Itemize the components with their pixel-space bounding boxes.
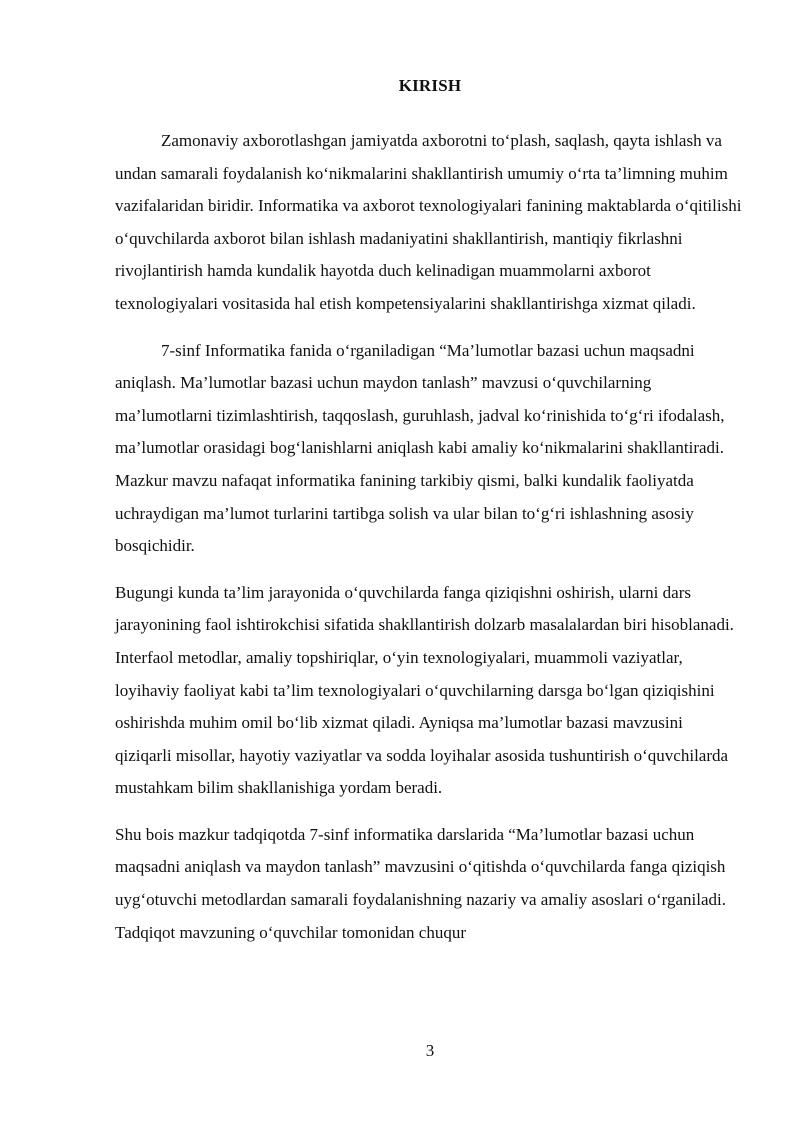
paragraph-2: 7-sinf Informatika fanida o‘rganiladigan “Ma’lumotlar bazasi uchun maqsadni aniqlash. Ma’lumotlar bazasi uchun maydon tanlash” mavzusi o‘quvchilarning ma’lumotlarni tizimlashtirish, taqqoslash, guruhlash, jadval ko‘rinishida to‘g‘ri ifodalash, ma’lumotlar orasidagi bog‘lanishlarni aniqlash kabi amaliy ko‘nikmalarini shakllantiradi. Mazkur mavzu nafaqat informatika fanining tarkibiy qismi, balki kundalik faoliyatda uchraydigan ma’lumot turlarini tartibga solish va ular bilan to‘g‘ri ishlashning asosiy bosqichidir.: [115, 340, 725, 556]
page-number: 3: [425, 1041, 435, 1060]
paragraph-3: Bugungi kunda ta’lim jarayonida o‘quvchilarda fanga qiziqishni oshirish, ularni dars jarayonining faol ishtirokchisi sifatida shakllantirish dolzarb masalalardan biri hisoblanadi. Interfaol metodlar, amaliy topshiriqlar, o‘yin texnologiyalari, muammoli vaziyatlar, loyihaviy faoliyat kabi ta’lim texnologiyalari o‘quvchilarning darsga bo‘lgan qiziqishini oshirishda muhim omil bo‘lib xizmat qiladi. Ayniqsa ma’lumotlar bazasi mavzusini qiziqarli misollar, hayotiy vaziyatlar va sodda loyihalar asosida tushuntirish o‘quvchilarda mustahkam bilim shakllanishiga yordam beradi.: [115, 582, 734, 798]
section-title: KIRISH: [398, 76, 462, 95]
body-text: [115, 125, 743, 949]
paragraph-4: Shu bois mazkur tadqiqotda 7-sinf informatika darslarida “Ma’lumotlar bazasi uchun maqsadni aniqlash va maydon tanlash” mavzusini o‘qitishda o‘quvchilarda fanga qiziqish uyg‘otuvchi metodlardan samarali foydalanishning nazariy va amaliy asoslari o‘rganiladi. Tadqiqot mavzuning o‘quvchilar tomonidan chuqur: [115, 824, 727, 942]
paragraph-1: Zamonaviy axborotlashgan jamiyatda axborotni to‘plash, saqlash, qayta ishlash va undan samarali foydalanish ko‘nikmalarini shakllantirish umumiy o‘rta ta’limning muhim vazifalaridan biridir. Informatika va axborot texnologiyalari fanining maktablarda o‘qitilishi o‘quvchilarda axborot bilan ishlash madaniyatini shakllantirish, mantiqiy fikrlashni rivojlantirish hamda kundalik hayotda duch kelinadigan muammolarni axborot texnologiyalari vositasida hal etish kompetensiyalarini shakllantirishga xizmat qiladi.: [115, 131, 742, 313]
